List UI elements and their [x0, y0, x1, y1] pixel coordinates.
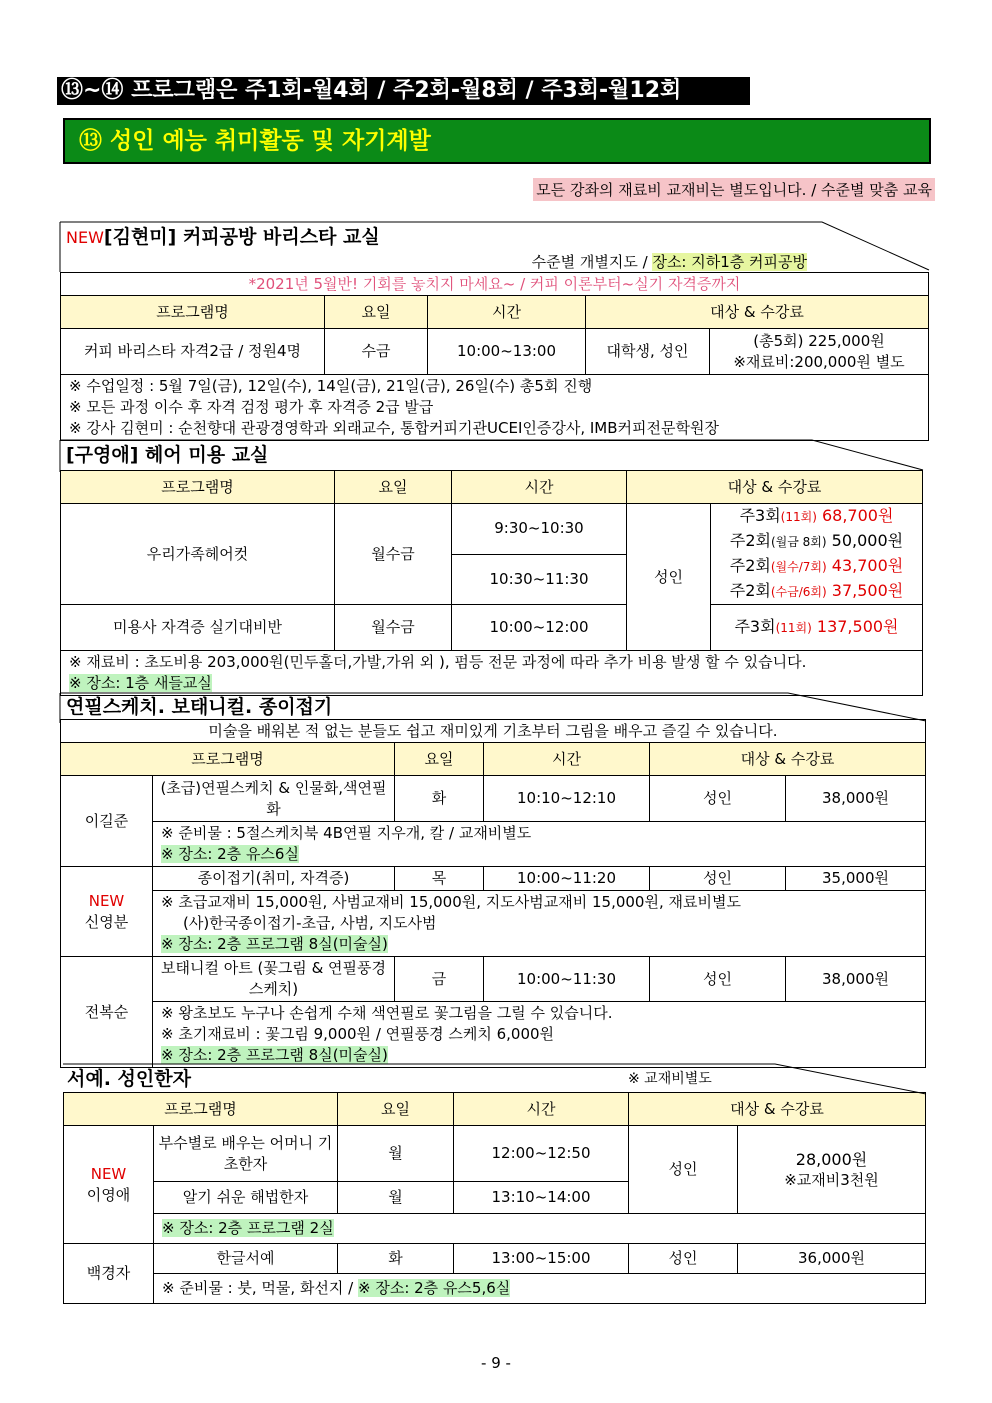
col-header: 대상 & 수강료: [586, 296, 929, 329]
calligraphy-section: [63, 1064, 926, 1304]
fee: 주3회(11회) 137,500원: [711, 605, 923, 651]
section-title: ⑬ 성인 예능 취미활동 및 자기계발: [63, 118, 931, 164]
col-header: 대상 & 수강료: [629, 1093, 926, 1126]
calligraphy-notes: ※ 준비물 : 붓, 먹물, 화선지 / ※ 장소: 2층 유스5,6실: [154, 1274, 926, 1304]
fee: 38,000원: [786, 957, 926, 1002]
hair-section: [60, 440, 923, 696]
target: 성인: [627, 504, 711, 651]
teacher: NEW 이영애: [64, 1126, 154, 1244]
col-header: 프로그램명: [64, 1093, 338, 1126]
art-notes: ※ 준비물 : 5절스케치북 4B연필 지우개, 칼 / 교재비별도 ※ 장소: 2층 유스6실: [153, 822, 926, 867]
fee: 36,000원: [738, 1244, 926, 1274]
day: 월수금: [335, 504, 452, 605]
hair-notes: ※ 재료비 : 초도비용 203,000원(민두홀더,가발,가위 외 ), 펌등 전문 과정에 따라 추가 비용 발생 할 수 있습니다. ※ 장소: 1층 새들교실: [61, 651, 923, 696]
coffee-notes: ※ 수업일정 : 5월 7일(금), 12일(수), 14일(금), 21일(금), 26일(수) 총5회 진행 ※ 모든 과정 이수 후 자격 검정 평가 후 자격증 2급 발급 ※ 강사 김현미 : 순천향대 관광경영학과 외래교수, 통합커피기관UCEI인증강사, IMB커피전문학원장: [61, 375, 929, 441]
program-name: 보태니컬 아트 (꽃그림 & 연필풍경 스케치): [153, 957, 395, 1002]
col-header: 요일: [395, 743, 484, 776]
time: 10:00~11:30: [484, 957, 650, 1002]
program-name: 종이접기(취미, 자격증): [153, 867, 395, 891]
program-name: (초급)연필스케치 & 인물화,색연필화: [153, 776, 395, 822]
program-name: 미용사 자격증 실기대비반: [61, 605, 335, 651]
target: 성인: [629, 1244, 738, 1274]
teacher: 백경자: [64, 1244, 154, 1304]
art-section: [60, 693, 926, 1068]
time: 13:10~14:00: [454, 1182, 629, 1214]
fee: (총5회) 225,000원 ※재료비:200,000원 별도: [710, 329, 929, 375]
calligraphy-table: [63, 1092, 926, 1304]
hair-table: [60, 470, 923, 696]
hair-title: [구영애] 헤어 미용 교실: [66, 444, 269, 466]
target: 성인: [650, 776, 786, 822]
day: 화: [395, 776, 484, 822]
fee: 28,000원 ※교재비3천원: [738, 1126, 926, 1214]
art-title: 연필스케치. 보태니컬. 종이접기: [66, 696, 333, 718]
col-header: 프로그램명: [61, 743, 395, 776]
program-name: 우리가족헤어컷: [61, 504, 335, 605]
day: 월수금: [335, 605, 452, 651]
col-header: 요일: [335, 471, 452, 504]
day: 수금: [325, 329, 428, 375]
day: 금: [395, 957, 484, 1002]
page-number: - 9 -: [481, 1354, 511, 1372]
time: 12:00~12:50: [454, 1126, 629, 1182]
target: 성인: [650, 867, 786, 891]
schedule-header-bar: ⑬~⑭ 프로그램은 주1회-월4회 / 주2회-월8회 / 주3회-월12회: [57, 77, 750, 105]
teacher: 전복순: [61, 957, 153, 1068]
art-notes: ※ 왕초보도 누구나 손쉽게 수채 색연필로 꽃그림을 그릴 수 있습니다. ※ 초기재료비 : 꽃그림 9,000원 / 연필풍경 스케치 6,000원 ※ 장소: 2층 프로그램 8실(미술실): [153, 1002, 926, 1068]
coffee-title: NEW[김현미] 커피공방 바리스타 교실: [66, 226, 380, 248]
program-name: 알기 쉬운 해법한자: [154, 1182, 338, 1214]
program-name: 커피 바리스타 자격2급 / 정원4명: [61, 329, 325, 375]
col-header: 프로그램명: [61, 296, 325, 329]
program-name: 부수별로 배우는 어머니 기초한자: [154, 1126, 338, 1182]
calligraphy-notes: ※ 장소: 2층 프로그램 2실: [154, 1214, 926, 1244]
col-header: 시간: [452, 471, 627, 504]
art-table: [60, 719, 926, 1068]
time: 10:10~12:10: [484, 776, 650, 822]
target: 성인: [629, 1126, 738, 1214]
col-header: 대상 & 수강료: [627, 471, 923, 504]
teacher: NEW 신영분: [61, 867, 153, 957]
coffee-banner: *2021년 5월반! 기회를 놓치지 마세요~ / 커피 이론부터~실기 자격증까지: [61, 273, 929, 296]
col-header: 요일: [325, 296, 428, 329]
calligraphy-side-note: ※ 교재비별도: [628, 1071, 712, 1087]
teacher: 이길준: [61, 776, 153, 867]
time: 13:00~15:00: [454, 1244, 629, 1274]
time: 10:00~12:00: [452, 605, 627, 651]
calligraphy-title: 서예. 성인한자 ※ 교재비별도: [63, 1064, 926, 1092]
coffee-table: [60, 272, 929, 441]
fee: 35,000원: [786, 867, 926, 891]
coffee-section: [60, 222, 929, 441]
time: 10:30~11:30: [452, 554, 627, 605]
col-header: 대상 & 수강료: [650, 743, 926, 776]
time: 10:00~13:00: [428, 329, 586, 375]
col-header: 요일: [338, 1093, 454, 1126]
target: 성인: [650, 957, 786, 1002]
day: 월: [338, 1182, 454, 1214]
art-intro: 미술을 배워본 적 없는 분들도 쉽고 재미있게 기초부터 그림을 배우고 즐길 수 있습니다.: [61, 720, 926, 743]
time: 9:30~10:30: [452, 504, 627, 555]
target: 대학생, 성인: [586, 329, 710, 375]
coffee-subtitle: 수준별 개별지도 / 장소: 지하1층 커피공방: [531, 253, 807, 271]
fee-list: 주3회(11회) 68,700원 주2회(월금 8회) 50,000원 주2회(월수/7회) 43,700원 주2회(수금/6회) 37,500원: [711, 504, 923, 605]
time: 10:00~11:20: [484, 867, 650, 891]
col-header: 프로그램명: [61, 471, 335, 504]
day: 목: [395, 867, 484, 891]
day: 월: [338, 1126, 454, 1182]
program-name: 한글서예: [154, 1244, 338, 1274]
art-notes: ※ 초급교재비 15,000원, 사범교재비 15,000원, 지도사범교재비 15,000원, 재료비별도 (사)한국종이접기-초급, 사범, 지도사범 ※ 장소: 2층 프로그램 8실(미술실): [153, 891, 926, 957]
col-header: 시간: [484, 743, 650, 776]
col-header: 시간: [428, 296, 586, 329]
fee: 38,000원: [786, 776, 926, 822]
day: 화: [338, 1244, 454, 1274]
notice-banner: 모든 강좌의 재료비 교재비는 별도입니다. / 수준별 맞춤 교육: [533, 178, 935, 201]
col-header: 시간: [454, 1093, 629, 1126]
